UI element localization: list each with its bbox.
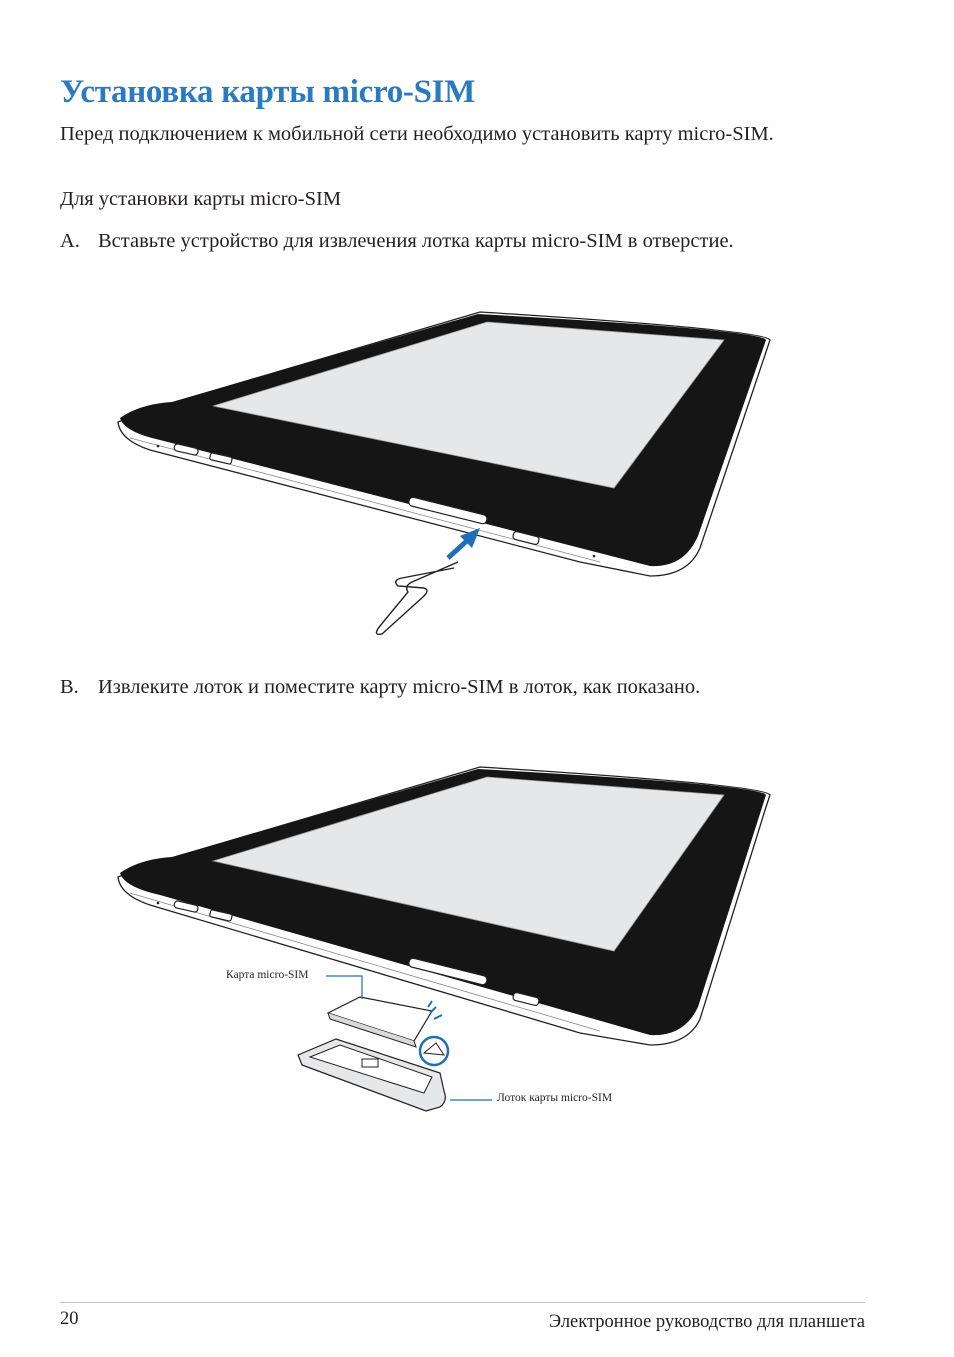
step-a-text: Вставьте устройство для извлечения лотка карты micro-SIM в отверстие. bbox=[98, 230, 734, 252]
figure-insert-eject-pin bbox=[0, 300, 954, 645]
callout-sim-tray: Лоток карты micro-SIM bbox=[497, 1092, 613, 1104]
step-b-text: Извлеките лоток и поместите карту micro-SIM в лоток, как показано. bbox=[98, 676, 701, 698]
page-title: Установка карты micro-SIM bbox=[60, 74, 476, 110]
footer-divider bbox=[60, 1302, 865, 1303]
page-number: 20 bbox=[60, 1309, 79, 1329]
lead-paragraph: Для установки карты micro-SIM bbox=[60, 188, 342, 210]
step-b-letter: B. bbox=[60, 676, 79, 698]
step-a-letter: A. bbox=[60, 230, 80, 252]
figure-insert-sim-card bbox=[0, 755, 954, 1130]
step-b bbox=[60, 675, 870, 699]
callout-line-card bbox=[326, 976, 362, 999]
step-a bbox=[60, 229, 870, 253]
intro-paragraph: Перед подключением к мобильной сети необходимо установить карту micro-SIM. bbox=[60, 123, 774, 145]
footer-doc-title: Электронное руководство для планшета bbox=[548, 1312, 865, 1332]
callout-sim-card: Карта micro-SIM bbox=[226, 969, 309, 981]
eject-pin bbox=[376, 562, 458, 634]
